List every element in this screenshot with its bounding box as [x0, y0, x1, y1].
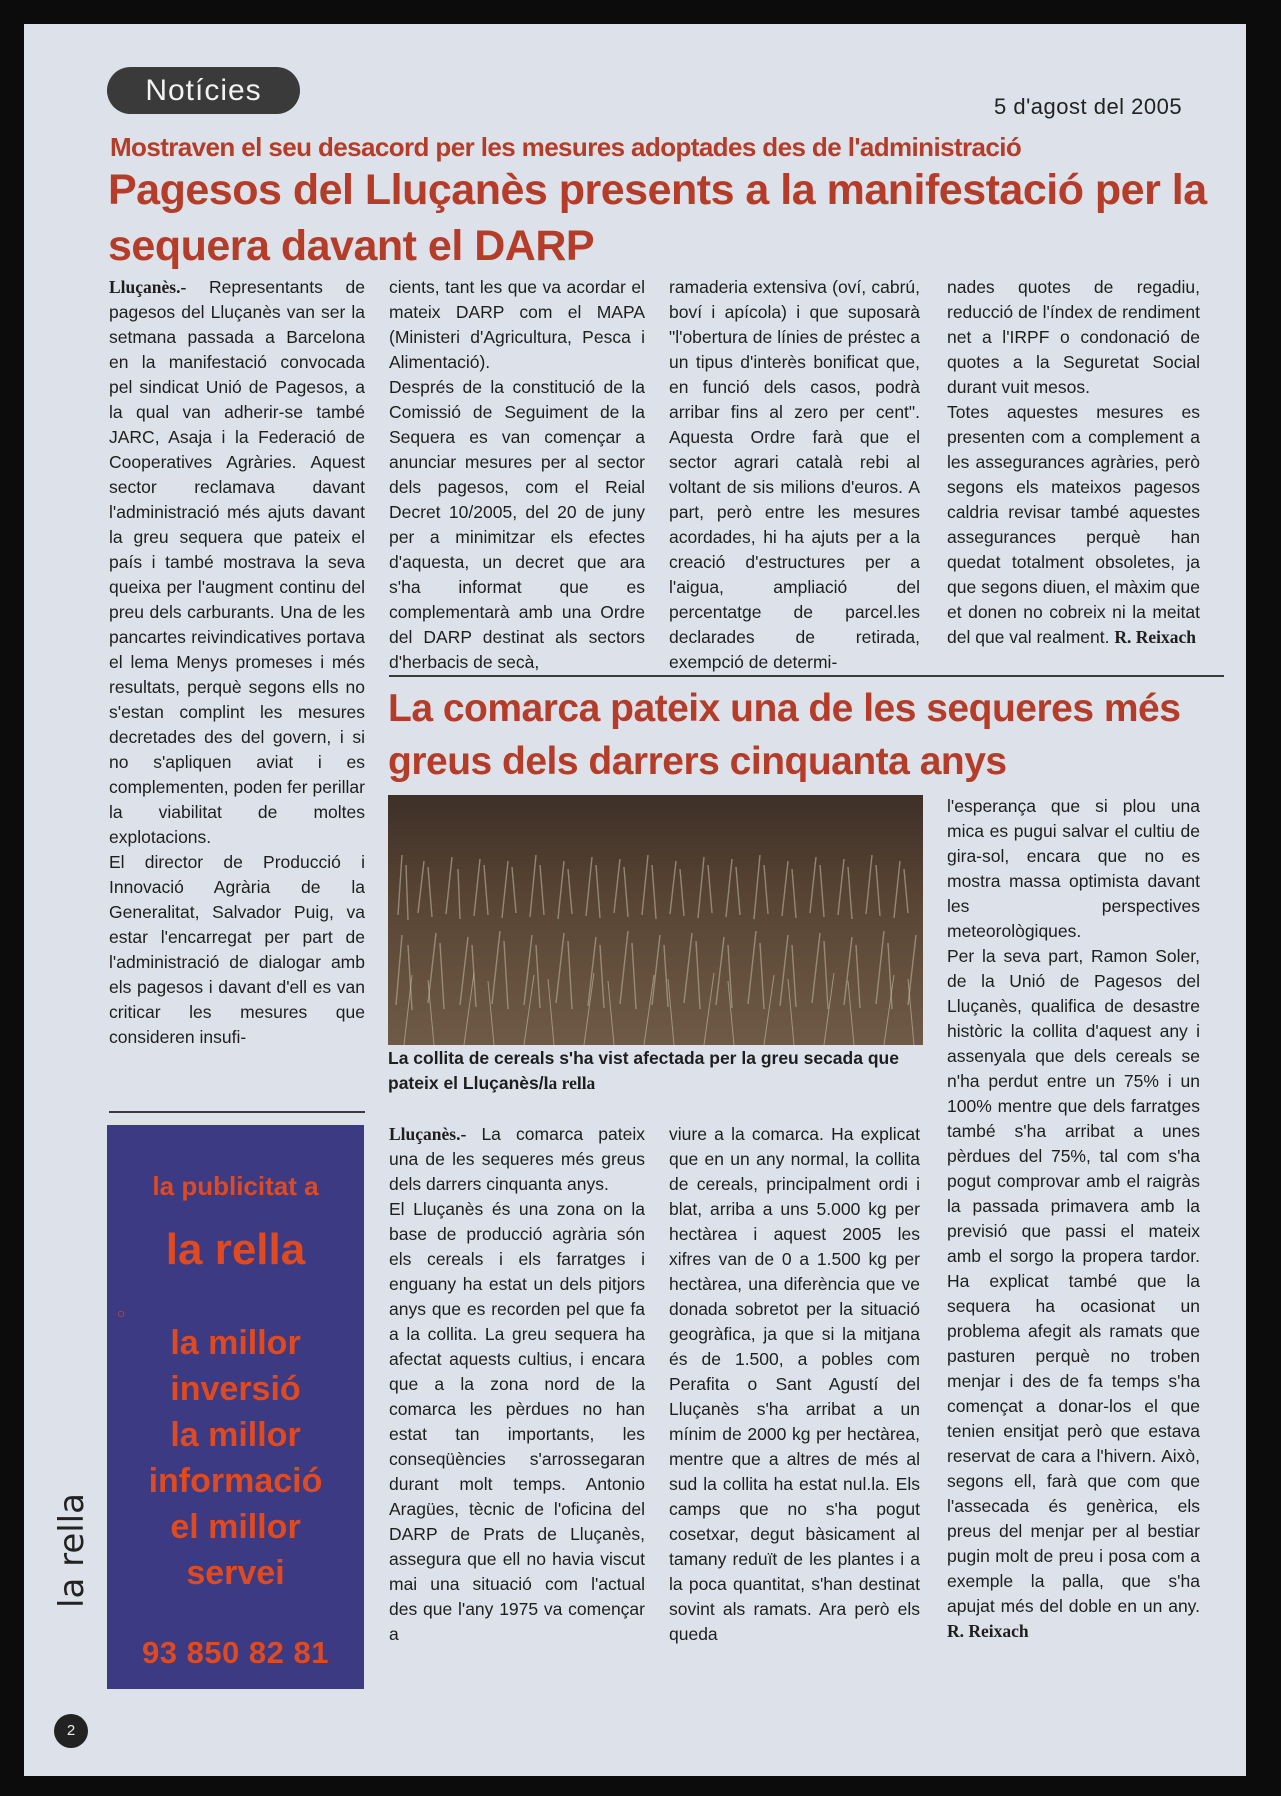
article2-col1-text: La comarca pateix una de les sequeres més greus dels darrers cinquanta anys. [389, 1124, 645, 1194]
ad-slogan-line: informació [148, 1462, 323, 1500]
photo-credit: la rella [543, 1073, 596, 1093]
article1-column-4 [947, 275, 1200, 650]
page-number: 2 [54, 1714, 88, 1748]
ad-dot-icon: ○ [117, 1305, 126, 1321]
ad-slogan-line: la millor [170, 1324, 301, 1362]
newspaper-page [24, 24, 1246, 1776]
crop-photo [388, 795, 923, 1045]
article1-column-2 [389, 275, 645, 675]
article2-col3b-text: Per la seva part, Ramon Soler, de la Unió de Pagesos del Lluçanès, qualifica de desastre històric la collita d'aquest any i assenyala que dels cereals se n'ha perdut entre un 75% i un 100% mentre que dels farratges també s'ha arribat a unes pèrdues del 75%, tal com s'ha pogut comprovar amb el raigràs la passada primavera amb la previsió que passi el mateix amb el sorgo la propera tardor. Ha explicat també que la sequera ha ocasionat un problema afegit als ramats que pasturen perquè no troben menjar i des de fa temps s'ha començat a donar-los el que tenien ensitjat però que estava reservat de cara a l'hivern. Això, segons ell, farà que com que l'assecada és genèrica, els preus del menjar per al bestiar pugin molt de preu i posa com a exemple la palla, que s'ha apujat més del doble en un any. [947, 946, 1200, 1616]
article1-col1-text: Representants de pagesos del Lluçanès van ser la setmana passada a Barcelona en la manifestació convocada pel sindicat Unió de Pagesos, a la qual van adherir-se també JARC, Asaja i la Federació de Cooperatives Agràries. Aquest sector reclamava davant l'administració més ajuts davant la greu sequera que pateix el país i també mostrava la seva queixa per l'augment continu del preu dels carburants. Una de les pancartes reivindicatives portava el lema Menys promeses i més resultats, perquè segons ells no s'estan complint les mesures decretades des del govern, i si no s'apliquen aviat i es complementen, poden fer perillar la viabilitat de moltes explotacions. [109, 277, 365, 847]
article2-column-1 [389, 1122, 645, 1647]
ad-brand-name: la rella [165, 1225, 306, 1274]
article1-kicker: Mostraven el seu desacord per les mesures adoptades des de l'administració [110, 132, 1022, 162]
ad-slogan-line: servei [186, 1554, 285, 1592]
article1-lead: Lluçanès.- [109, 277, 187, 297]
article1-col1b-text: El director de Producció i Innovació Agrària de la Generalitat, Salvador Puig, va estar l'encarregat per part de l'administració de dialogar amb els pagesos i davant d'ell es van criticar les mesures que consideren insufi- [109, 852, 365, 1047]
article2-byline: R. Reixach [947, 1621, 1029, 1641]
issue-date: 5 d'agost del 2005 [994, 94, 1183, 119]
article1-byline: R. Reixach [1114, 627, 1196, 647]
article2-headline: La comarca pateix una de les sequeres més greus dels darrers cinquanta anys [388, 687, 1181, 783]
dry-crop-field-image [388, 795, 923, 1045]
article1-column-1 [109, 275, 365, 1050]
article1-col2b-text: Després de la constitució de la Comissió de Seguiment de la Sequera es van començar a anunciar mesures per al sector dels pagesos, com el Reial Decret 10/2005, del 20 de juny per a minimitzar els efectes d'aquesta, un decret que ara s'ha informat que es complementarà amb una Ordre del DARP destinat als sectors d'herbacis de secà, [389, 377, 645, 672]
ad-slogan-line: el millor [170, 1508, 301, 1546]
ad-slogan-line: la millor [170, 1416, 301, 1454]
divider-ad-top [109, 1111, 365, 1113]
article1-headline: Pagesos del Lluçanès presents a la manifestació per la sequera davant el DARP [108, 166, 1207, 270]
ad-slogan [107, 1320, 364, 1596]
article2-lead: Lluçanès.- [389, 1124, 467, 1144]
side-brand-label: la rella [52, 1493, 92, 1608]
article2-col3-text: l'esperança que si plou una mica es pugui salvar el cultiu de gira-sol, encara que no es mostra massa optimista davant les perspectives meteorològiques. [947, 796, 1200, 941]
article1-col4-text: nades quotes de regadiu, reducció de l'índex de rendiment net a l'IRPF o condonació de quotes a la Seguretat Social durant vuit mesos. [947, 277, 1200, 397]
ad-intro: la publicitat a [152, 1171, 319, 1201]
ad-slogan-line: inversió [170, 1370, 301, 1408]
section-badge: Notícies [107, 67, 300, 114]
article2-column-3 [947, 794, 1200, 1644]
advertisement [107, 1125, 364, 1689]
article1-col3-text: ramaderia extensiva (oví, cabrú, boví i apícola) i que suposarà "l'obertura de línies de préstec a un tipus d'interès bonificat que, en funció dels casos, podrà arribar fins al zero per cent". Aquesta Ordre farà que el sector agrari català rebi al voltant de sis milions d'euros. A part, però entre les mesures acordades, hi ha ajuts per a la creació d'estructures per a l'aigua, ampliació del percentatge de parcel.les declarades de retirada, exempció de determi- [669, 277, 920, 672]
article2-col2-text: viure a la comarca. Ha explicat que en un any normal, la collita de cereals, principalment ordi i blat, arriba a uns 5.000 kg per hectàrea i aquest 2005 les xifres van de 0 a 1.500 kg per hectàrea, una diferència que ve donada sobretot per la situació geogràfica, ja que si la mitjana és de 1.500, a pobles com Perafita o Sant Agustí del Lluçanès s'ha arribat a un mínim de 2000 kg per hectàrea, mentre que a altres de més al sud la collita ha estat nul.la. Els camps que no s'ha pogut cosetxar, degut bàsicament al tamany reduït de les plantes i a la poca quantitat, s'han destinat sovint als ramats. Ara però els queda [669, 1124, 920, 1644]
article2-col1b-text: El Lluçanès és una zona on la base de producció agrària són els cereals i els farratges i enguany ha estat un dels pitjors anys que es recorden pel que fa a la collita. La greu sequera ha afectat aquests cultius, i encara que a la zona nord de la comarca les pèrdues no han estat tan importants, les conseqüències s'arrossegaran durant molt temps. Antonio Aragües, tècnic de l'oficina del DARP de Prats de Lluçanès, assegura que ell no havia viscut mai una situació com l'actual des que l'any 1975 va començar a [389, 1199, 645, 1644]
article1-column-3 [669, 275, 920, 675]
photo-caption [388, 1046, 923, 1096]
article1-col2-text: cients, tant les que va acordar el mateix DARP com el MAPA (Ministeri d'Agricultura, Pesca i Alimentació). [389, 277, 645, 372]
divider-article2-top [389, 675, 1224, 677]
article2-column-2 [669, 1122, 920, 1647]
ad-phone-number: 93 850 82 81 [141, 1635, 329, 1670]
article1-col4b-text: Totes aquestes mesures es presenten com a complement a les assegurances agràries, però segons els mateixos pagesos caldria revisar també aquestes assegurances perquè han quedat totalment obsoletes, ja que segons diuen, el màxim que et donen no cobreix ni la meitat del que val realment. [947, 402, 1200, 647]
photo-caption-text: La collita de cereals s'ha vist afectada per la greu secada que pateix el Lluçanès/ [388, 1048, 899, 1093]
